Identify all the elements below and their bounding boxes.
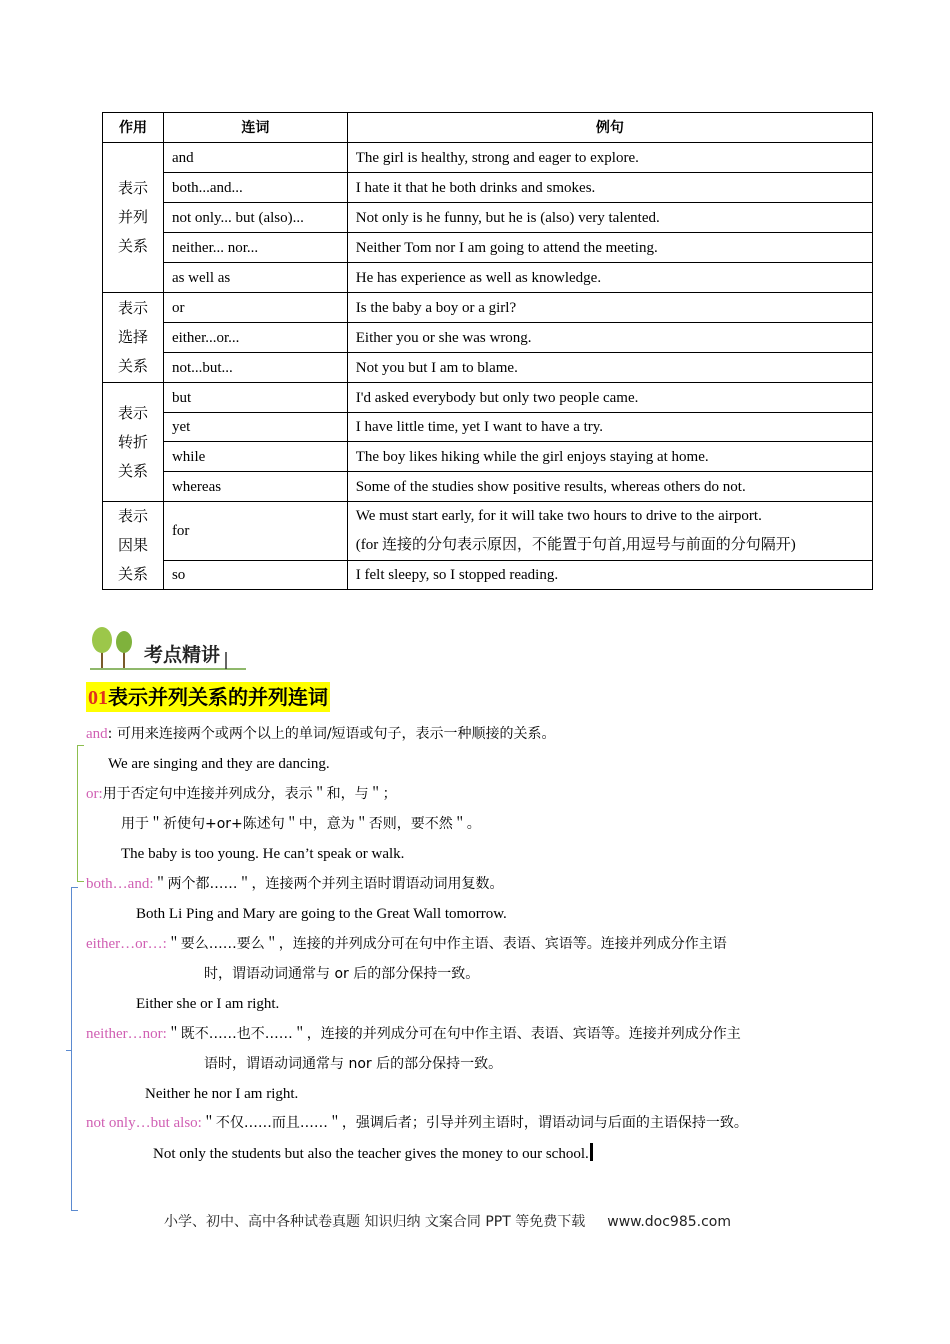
text-cursor [590, 1143, 593, 1161]
example-cell: We must start early, for it will take two hours to drive to the airport. (for 连接的分句表示原因，不能置于句首,用逗号与前面的分句隔开) [347, 502, 872, 561]
section-title: 表示并列关系的并列连词 [108, 685, 328, 709]
conj-cell: neither... nor... [163, 233, 347, 263]
note-or-2: 用于＂祈使句+or+陈述句＂中，意为＂否则，要不然＂。 [121, 816, 481, 832]
conj-cell: either...or... [163, 323, 347, 353]
conj-cell: not...but... [163, 353, 347, 383]
conj-cell: while [163, 442, 347, 472]
section-heading [86, 682, 330, 712]
note-either-2: 时，谓语动词通常与 or 后的部分保持一致。 [204, 966, 480, 982]
conjunction-table [102, 112, 873, 590]
footer-link[interactable]: www.doc985.com [607, 1214, 731, 1230]
conj-cell: yet [163, 413, 347, 442]
blue-bracket [71, 887, 78, 1211]
bracket-tick [66, 1050, 72, 1051]
example-cell: He has experience as well as knowledge. [347, 263, 872, 293]
example-cell: I'd asked everybody but only two people came. [347, 383, 872, 413]
example-both: Both Li Ping and Mary are going to the Great Wall tomorrow. [136, 906, 507, 922]
category-causal: 表示 因果 关系 [103, 502, 164, 590]
note-neither-2: 语时，谓语动词通常与 nor 后的部分保持一致。 [204, 1056, 503, 1072]
section-number: 01 [88, 687, 108, 709]
example-cell: The boy likes hiking while the girl enjoys staying at home. [347, 442, 872, 472]
header-conjunction: 连词 [163, 113, 347, 143]
category-adversative: 表示 转折 关系 [103, 383, 164, 502]
conj-cell: not only... but (also)... [163, 203, 347, 233]
example-either: Either she or I am right. [136, 996, 280, 1012]
example-cell: I hate it that he both drinks and smokes. [347, 173, 872, 203]
example-cell: I felt sleepy, so I stopped reading. [347, 561, 872, 590]
example-neither: Neither he nor I am right. [145, 1086, 299, 1102]
conj-cell: as well as [163, 263, 347, 293]
conj-cell: whereas [163, 472, 347, 502]
example-cell: Not you but I am to blame. [347, 353, 872, 383]
example-note: (for 连接的分句表示原因，不能置于句首,用逗号与前面的分句隔开) [355, 537, 796, 553]
conj-cell: so [163, 561, 347, 590]
note-and: and: 可用来连接两个或两个以上的单词/短语或句子，表示一种顺接的关系。 [86, 726, 556, 742]
conj-cell: but [163, 383, 347, 413]
note-neither: neither…nor:＂既不……也不……＂，连接的并列成分可在句中作主语、表语、宾语等。连接并列成分作主 [86, 1026, 741, 1042]
example-cell: Either you or she was wrong. [347, 323, 872, 353]
example-cell: Neither Tom nor I am going to attend the meeting. [347, 233, 872, 263]
example-and: We are singing and they are dancing. [108, 756, 330, 772]
conj-cell: for [163, 502, 347, 561]
banner-title: 考点精讲 [144, 644, 221, 666]
category-alternative: 表示 选择 关系 [103, 293, 164, 383]
note-both: both…and:＂两个都……＂，连接两个并列主语时谓语动词用复数。 [86, 876, 504, 892]
example-notonly: Not only the students but also the teacher gives the money to our school. [153, 1143, 593, 1164]
note-or: or:用于否定句中连接并列成分，表示＂和，与＂； [86, 786, 397, 802]
note-either: either…or…:＂要么……要么＂，连接的并列成分可在句中作主语、表语、宾语等。连接并列成分作主语 [86, 936, 727, 952]
category-coordinate: 表示 并列 关系 [103, 143, 164, 293]
conj-cell: and [163, 143, 347, 173]
example-cell: I have little time, yet I want to have a try. [347, 413, 872, 442]
header-example: 例句 [347, 113, 872, 143]
green-bracket [77, 745, 84, 882]
example-cell: Some of the studies show positive results, whereas others do not. [347, 472, 872, 502]
conj-cell: both...and... [163, 173, 347, 203]
header-function: 作用 [103, 113, 164, 143]
footer [164, 1211, 731, 1231]
example-cell: Not only is he funny, but he is (also) very talented. [347, 203, 872, 233]
example-or: The baby is too young. He can’t speak or walk. [121, 846, 405, 862]
example-cell: The girl is healthy, strong and eager to explore. [347, 143, 872, 173]
footer-text: 小学、初中、高中各种试卷真题 知识归纳 文案合同 PPT 等免费下载 [164, 1214, 586, 1230]
conj-cell: or [163, 293, 347, 323]
note-notonly: not only…but also:＂不仅……而且……＂，强调后者；引导并列主语时，谓语动词与后面的主语保持一致。 [86, 1115, 748, 1131]
example-cell: Is the baby a boy or a girl? [347, 293, 872, 323]
